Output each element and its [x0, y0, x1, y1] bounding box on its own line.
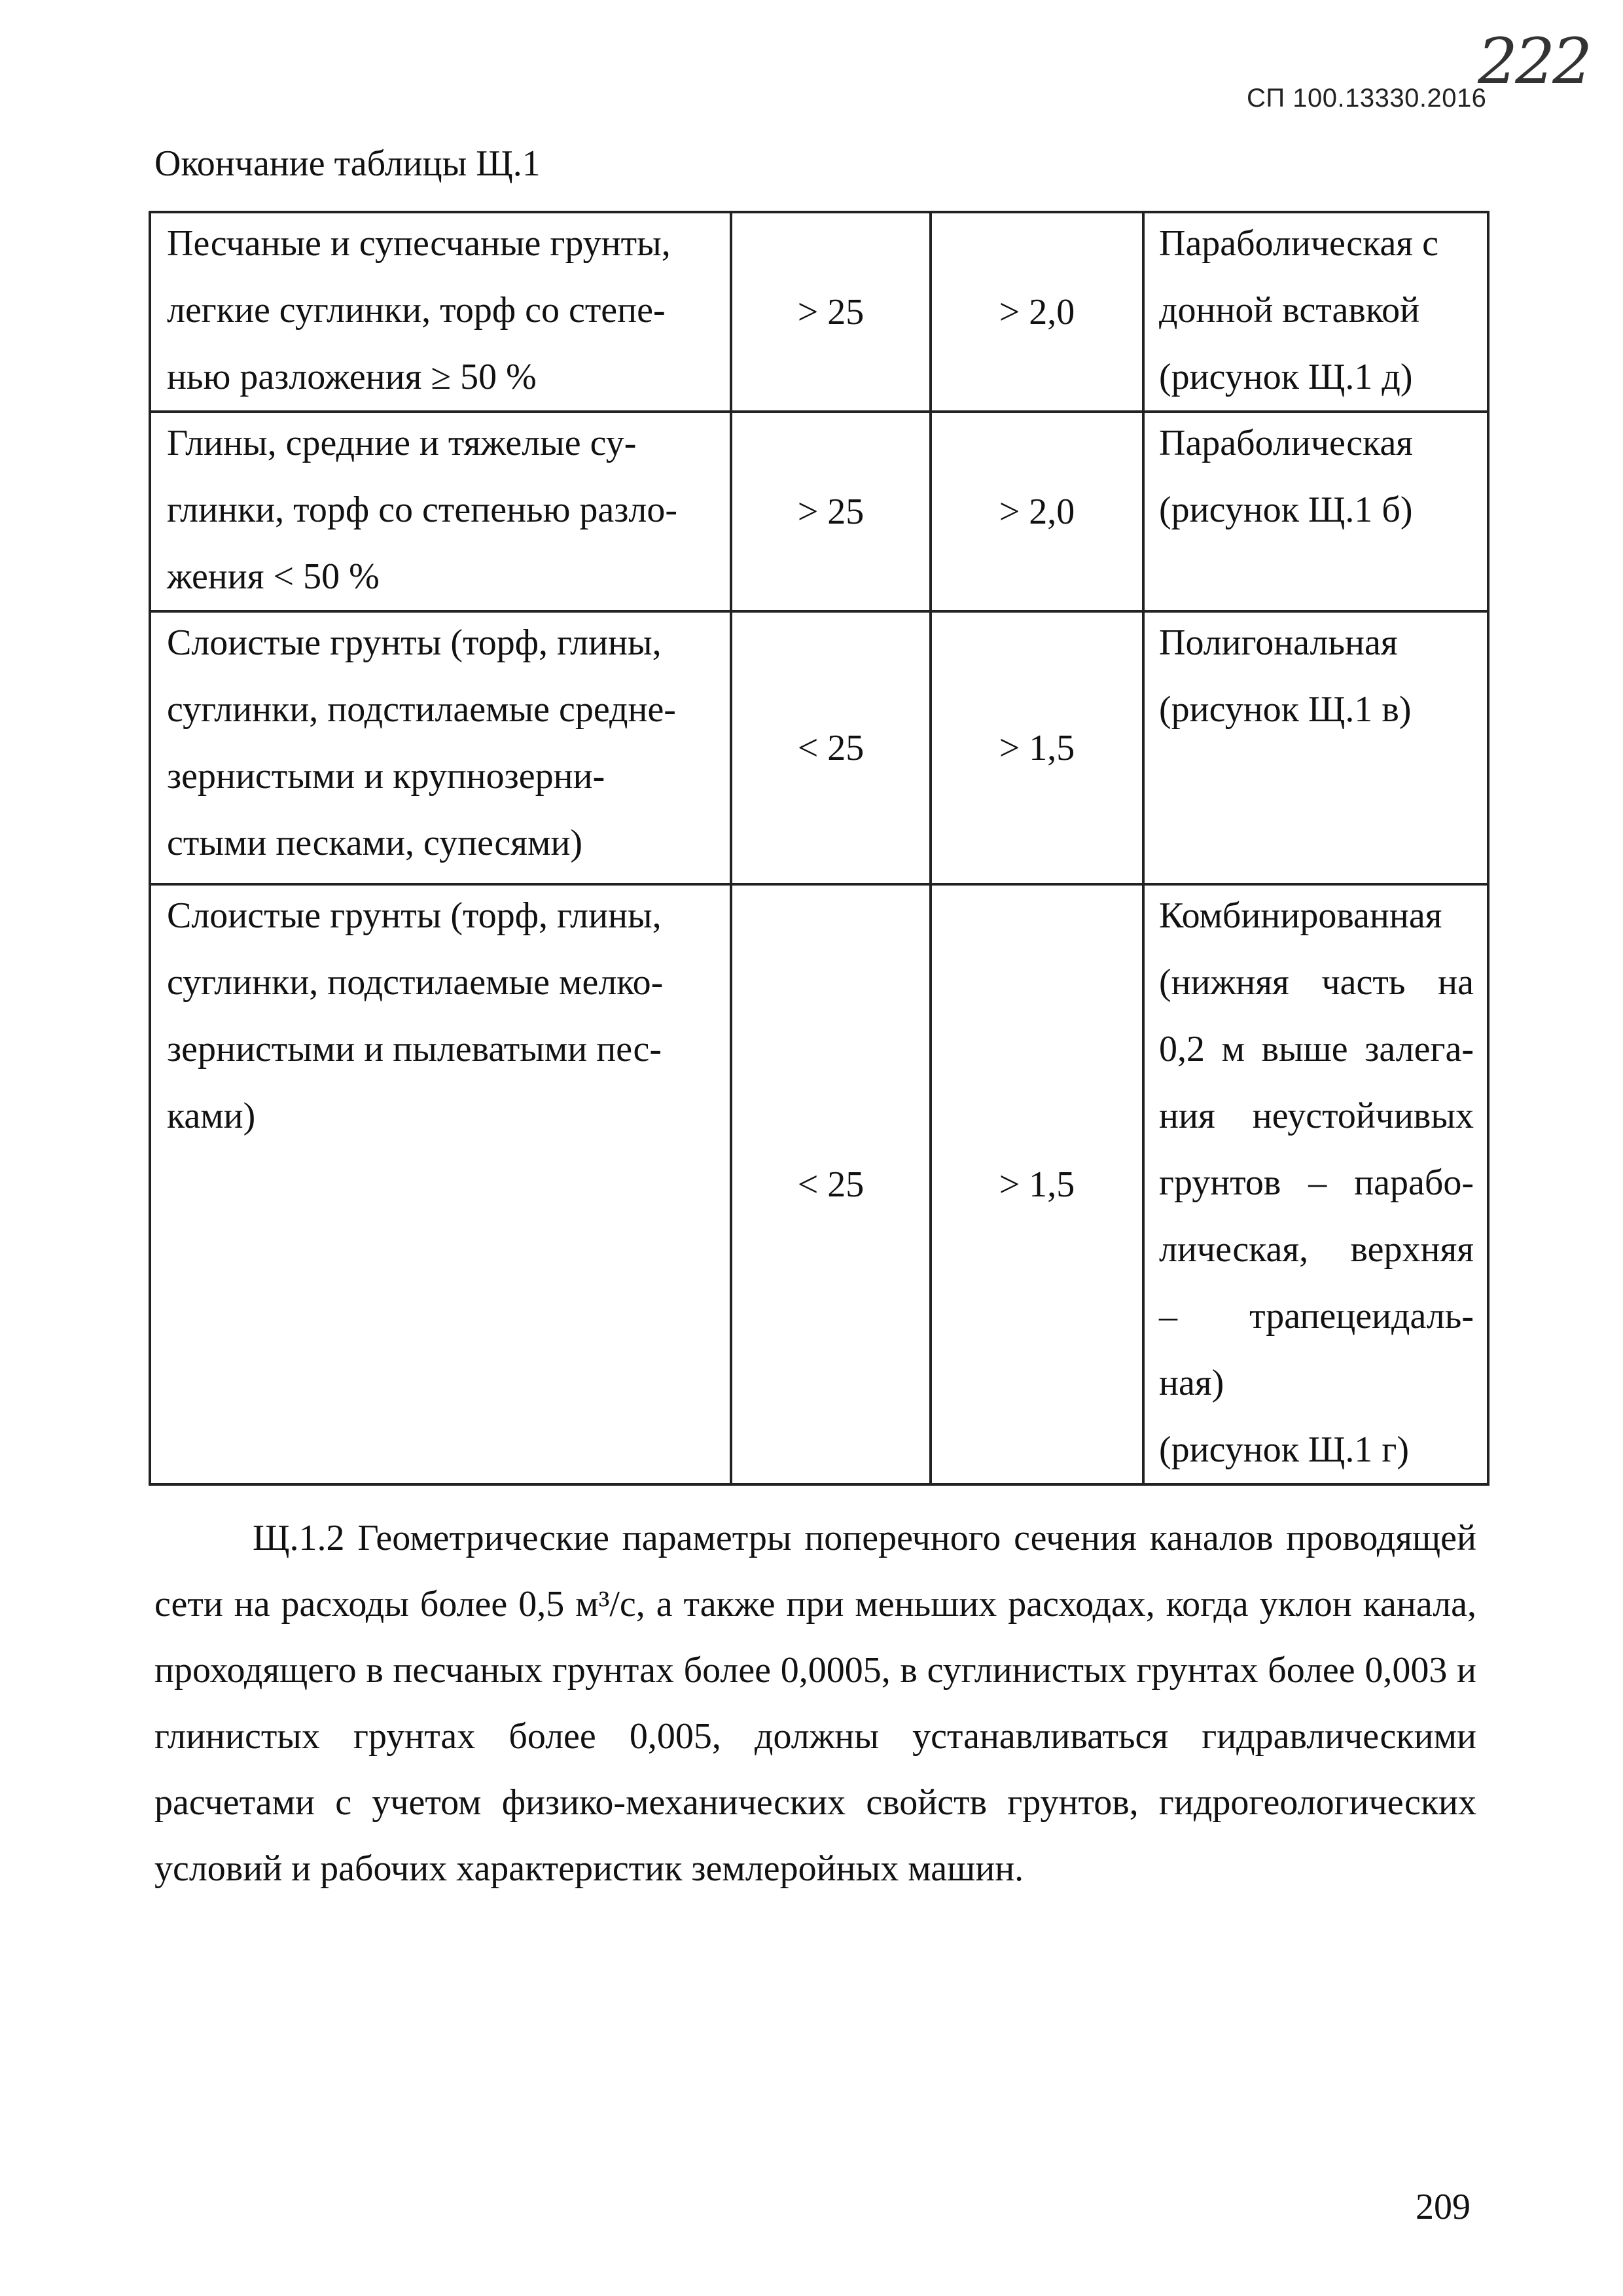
shape-text [1145, 882, 1487, 1483]
shape-text: Полигональная (рисунок Щ.1 в) [1159, 622, 1412, 730]
soil-type-text: Песчаные и супесчаные грунты, легкие суглинки, торф со степе- нью разложения ≥ 50 % [167, 223, 671, 397]
soil-type-cell [150, 611, 731, 884]
shape-cell [1143, 212, 1488, 412]
handwritten-page-number: 222 [1478, 25, 1590, 98]
table-row [150, 884, 1488, 1484]
shape-line: 0,2 м выше залега- [1159, 1029, 1474, 1069]
soil-type-text: Слоистые грунты (торф, глины, суглинки, подстилаемые средне- зернистыми и крупнозерни- стыми песками, супесями) [167, 622, 676, 863]
value1-cell: > 25 [731, 412, 931, 611]
soil-channel-table [149, 211, 1489, 1486]
table-row [150, 212, 1488, 412]
soil-type-cell [150, 212, 731, 412]
value2-cell: > 1,5 [931, 884, 1143, 1484]
soil-type-cell [150, 412, 731, 611]
shape-line: лическая, верхняя [1159, 1229, 1474, 1270]
shape-cell [1143, 412, 1488, 611]
body-paragraph: Щ.1.2 Геометрические параметры поперечного сечения каналов проводящей сети на расходы более 0,5 м³/с, а также при меньших расходах, когда уклон канала, проходящего в песчаных грунтах более 0,0005, в суглинистых грунтах более 0,003 и глинистых грунтах более 0,005, должны устанавливаться гидравлическими расчетами с учетом физико-механических свойств грунтов, гидрогеологических условий и рабочих характеристик землеройных машин. [154, 1518, 1476, 1889]
value1-cell: < 25 [731, 884, 931, 1484]
page-number: 209 [1416, 2187, 1471, 2227]
shape-line: – трапецеидаль- [1159, 1296, 1474, 1336]
shape-line: грунтов – парабо- [1159, 1162, 1474, 1203]
shape-line: (рисунок Щ.1 г) [1159, 1429, 1410, 1470]
shape-cell [1143, 884, 1488, 1484]
shape-text: Параболическая с донной вставкой (рисунок Щ.1 д) [1159, 223, 1438, 397]
value1-cell: > 25 [731, 212, 931, 412]
shape-cell [1143, 611, 1488, 884]
value2-cell: > 2,0 [931, 412, 1143, 611]
soil-type-text: Слоистые грунты (торф, глины, суглинки, подстилаемые мелко- зернистыми и пылеватыми пес- ками) [167, 895, 664, 1136]
table-row [150, 412, 1488, 611]
value2-cell: > 1,5 [931, 611, 1143, 884]
value1-cell: < 25 [731, 611, 931, 884]
table-caption: Окончание таблицы Щ.1 [154, 143, 541, 184]
soil-type-text: Глины, средние и тяжелые су- глинки, торф со степенью разло- жения < 50 % [167, 423, 677, 597]
shape-line: (нижняя часть на [1159, 962, 1474, 1003]
value2-cell: > 2,0 [931, 212, 1143, 412]
document-code: СП 100.13330.2016 [1247, 84, 1487, 113]
shape-line: Комбинированная [1159, 895, 1442, 936]
shape-line: ная) [1159, 1363, 1224, 1403]
table-row [150, 611, 1488, 884]
shape-text: Параболическая (рисунок Щ.1 б) [1159, 423, 1414, 530]
shape-line: ния неустойчивых [1159, 1096, 1474, 1136]
soil-type-cell [150, 884, 731, 1484]
